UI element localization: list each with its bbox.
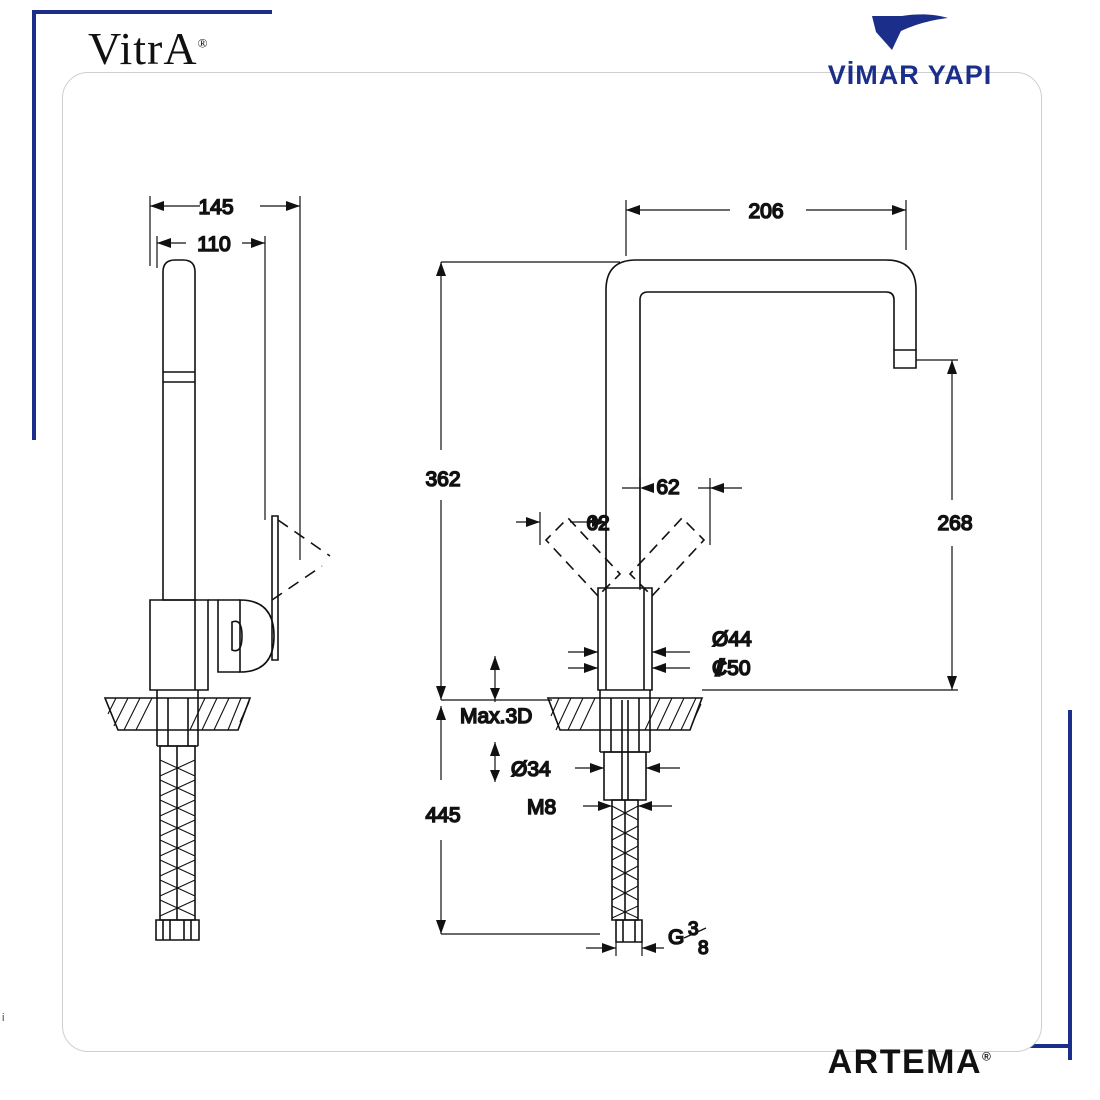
dimension-110: 110 bbox=[197, 233, 231, 256]
artema-text: ARTEMA bbox=[827, 1043, 983, 1081]
dimension-dia44: Ø44 bbox=[712, 628, 752, 651]
front-view-dimensions bbox=[436, 200, 958, 956]
dimension-268: 268 bbox=[937, 512, 973, 535]
dimension-362: 362 bbox=[425, 468, 461, 491]
vitra-registered-mark: ® bbox=[197, 35, 209, 51]
vitra-logo-text: VitrA bbox=[88, 23, 198, 74]
vimar-yapi-label: VİMAR YAPI bbox=[827, 60, 993, 90]
dimension-max3d: Max.3D bbox=[460, 705, 533, 728]
front-view-geometry bbox=[546, 260, 916, 942]
dimension-sq50: ₡50 bbox=[712, 657, 751, 680]
artema-registered-mark: ® bbox=[982, 1049, 993, 1064]
side-view-geometry bbox=[105, 260, 330, 940]
dimension-62-right: 62 bbox=[656, 476, 680, 499]
dimension-g38-denominator: 8 bbox=[698, 938, 709, 959]
dimension-dia34: Ø34 bbox=[511, 758, 551, 781]
dimension-145: 145 bbox=[198, 196, 234, 219]
dimension-g38-letter: G bbox=[668, 926, 685, 949]
dimension-g38-numerator: 3 bbox=[688, 919, 699, 940]
dimension-445: 445 bbox=[425, 804, 461, 827]
dimension-206: 206 bbox=[748, 200, 784, 223]
stray-mark: i bbox=[2, 1012, 5, 1024]
dimension-62-left: 62 bbox=[586, 512, 610, 535]
dimension-m8: M8 bbox=[527, 796, 557, 819]
dimension-g38 bbox=[668, 919, 709, 959]
